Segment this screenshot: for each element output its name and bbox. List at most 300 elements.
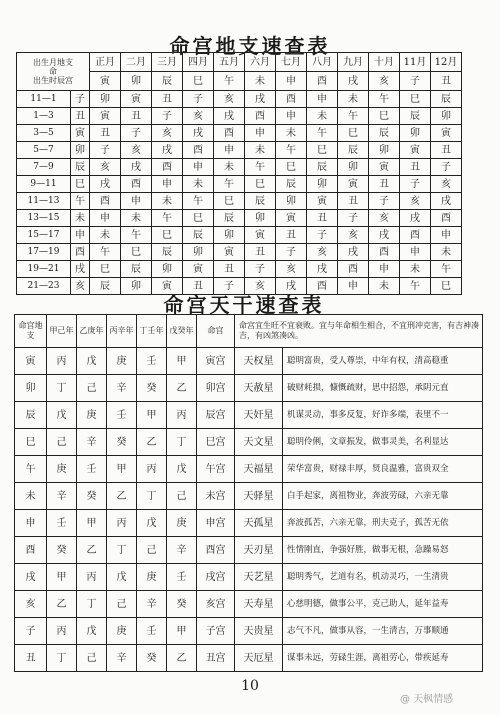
table-cell: 丑 <box>338 193 369 210</box>
description-cell: 机谋灵动，事多反复，好诈多端，表里不一 <box>283 402 483 429</box>
month-header: 九月 <box>338 53 369 72</box>
hour-branch: 寅 <box>71 125 90 142</box>
palace-branch: 寅 <box>15 348 47 375</box>
month-branch: 卯 <box>121 72 152 91</box>
table-row <box>15 537 483 564</box>
table-cell: 巳 <box>338 125 369 142</box>
table-row <box>17 244 462 261</box>
stem-cell: 甲 <box>77 510 107 537</box>
table-cell: 戌 <box>400 210 431 227</box>
palace-branch: 申 <box>15 510 47 537</box>
hour-branch: 亥 <box>71 278 90 295</box>
star-cell: 天厄星 <box>235 645 283 672</box>
star-cell: 天驿星 <box>235 483 283 510</box>
table-cell: 亥 <box>431 176 462 193</box>
table-row <box>17 159 462 176</box>
star-cell: 天艺星 <box>235 564 283 591</box>
table-cell: 子 <box>400 176 431 193</box>
hour-range: 21—23 <box>17 278 71 295</box>
hour-branch: 子 <box>71 91 90 108</box>
month-header: 12月 <box>431 53 462 72</box>
table-cell: 亥 <box>400 193 431 210</box>
hour-range: 7—9 <box>17 159 71 176</box>
table-cell: 申 <box>214 142 245 159</box>
stem-cell: 乙 <box>167 375 197 402</box>
table-cell: 酉 <box>90 193 121 210</box>
hour-range: 19—21 <box>17 261 71 278</box>
stem-cell: 丁 <box>107 537 137 564</box>
table-row <box>17 125 462 142</box>
table-row <box>15 591 483 618</box>
table-cell: 戌 <box>276 278 307 295</box>
table-cell: 午 <box>369 91 400 108</box>
table-cell: 酉 <box>183 142 214 159</box>
stem-cell: 戊 <box>47 402 77 429</box>
table-cell: 戌 <box>90 176 121 193</box>
table-cell: 午 <box>400 278 431 295</box>
stem-cell: 甲 <box>107 456 137 483</box>
hour-range: 11—1 <box>17 91 71 108</box>
table-cell: 辰 <box>245 193 276 210</box>
palace-cell: 午宫 <box>197 456 235 483</box>
stem-cell: 丙 <box>137 456 167 483</box>
stem-cell: 乙 <box>167 645 197 672</box>
corner-label: 命 <box>49 67 57 76</box>
table-cell: 丑 <box>400 159 431 176</box>
table-cell: 丑 <box>369 176 400 193</box>
table-cell: 卯 <box>276 193 307 210</box>
month-branch: 戌 <box>338 72 369 91</box>
table-cell: 卯 <box>245 210 276 227</box>
hour-range: 17—19 <box>17 244 71 261</box>
table-cell: 辰 <box>276 176 307 193</box>
stem-cell: 己 <box>77 375 107 402</box>
description-cell: 聪明伶俐，文章振发，做事灵美，名利显达 <box>283 429 483 456</box>
header-row <box>17 53 462 72</box>
description-cell: 破财耗损，慷慨疏财，思中招怨，承阴元直 <box>283 375 483 402</box>
month-branch: 辰 <box>152 72 183 91</box>
column-header: 丁壬年 <box>137 315 167 348</box>
table-row <box>15 348 483 375</box>
table-cell: 亥 <box>338 227 369 244</box>
table-cell: 未 <box>400 261 431 278</box>
palace-branch: 辰 <box>15 402 47 429</box>
table1-title: 命宫地支速查表 <box>169 34 331 58</box>
table-cell: 未 <box>307 108 338 125</box>
column-header: 乙庚年 <box>77 315 107 348</box>
ming-gong-stem-table <box>14 314 483 672</box>
table-cell: 亥 <box>276 261 307 278</box>
table-cell: 寅 <box>431 125 462 142</box>
table-cell: 未 <box>152 193 183 210</box>
table-cell: 丑 <box>121 108 152 125</box>
palace-cell: 酉宫 <box>197 537 235 564</box>
stem-cell: 壬 <box>77 456 107 483</box>
stem-cell: 庚 <box>167 510 197 537</box>
stem-cell: 甲 <box>47 564 77 591</box>
table-cell: 未 <box>245 142 276 159</box>
star-cell: 天贵星 <box>235 618 283 645</box>
table-cell: 巳 <box>90 261 121 278</box>
description-cell: 心慈明德，做事公平，克己助人，延年益寿 <box>283 591 483 618</box>
stem-cell: 戊 <box>77 618 107 645</box>
stem-cell: 癸 <box>77 483 107 510</box>
table-cell: 寅 <box>307 193 338 210</box>
table-cell: 酉 <box>245 108 276 125</box>
table-cell: 卯 <box>152 261 183 278</box>
table-cell: 未 <box>183 176 214 193</box>
stem-cell: 乙 <box>47 591 77 618</box>
table-cell: 戌 <box>307 261 338 278</box>
table-cell: 亥 <box>214 91 245 108</box>
star-cell: 天奸星 <box>235 402 283 429</box>
table-cell: 亥 <box>307 244 338 261</box>
table-cell: 午 <box>90 244 121 261</box>
month-branch: 酉 <box>307 72 338 91</box>
table-cell: 申 <box>121 193 152 210</box>
table-cell: 巳 <box>276 159 307 176</box>
table-cell: 寅 <box>338 176 369 193</box>
month-branch: 巳 <box>183 72 214 91</box>
table-cell: 子 <box>245 261 276 278</box>
table-cell: 午 <box>338 108 369 125</box>
table-cell: 酉 <box>276 91 307 108</box>
table-cell: 辰 <box>400 108 431 125</box>
table-row <box>17 193 462 210</box>
table-cell: 酉 <box>400 227 431 244</box>
table-row <box>15 429 483 456</box>
stem-cell: 庚 <box>107 348 137 375</box>
month-header: 三月 <box>152 53 183 72</box>
month-branch: 未 <box>245 72 276 91</box>
table-cell: 丑 <box>276 227 307 244</box>
table-cell: 戌 <box>369 227 400 244</box>
table-cell: 巳 <box>307 142 338 159</box>
table-row <box>15 564 483 591</box>
table-cell: 子 <box>152 108 183 125</box>
table-row <box>17 176 462 193</box>
hour-branch: 午 <box>71 193 90 210</box>
table-cell: 卯 <box>183 244 214 261</box>
table-cell: 酉 <box>152 159 183 176</box>
stem-cell: 辛 <box>137 591 167 618</box>
hour-range: 3—5 <box>17 125 71 142</box>
table-cell: 巳 <box>183 210 214 227</box>
stem-cell: 丙 <box>107 510 137 537</box>
stem-cell: 乙 <box>77 537 107 564</box>
table-cell: 卯 <box>338 159 369 176</box>
table-cell: 未 <box>431 244 462 261</box>
table-cell: 子 <box>183 91 214 108</box>
table-cell: 辰 <box>338 142 369 159</box>
table-cell: 卯 <box>307 176 338 193</box>
table-cell: 亥 <box>90 159 121 176</box>
stem-cell: 庚 <box>137 564 167 591</box>
table-cell: 寅 <box>214 244 245 261</box>
table-cell: 子 <box>121 125 152 142</box>
table-row <box>15 375 483 402</box>
table-cell: 子 <box>276 244 307 261</box>
stem-cell: 甲 <box>137 402 167 429</box>
table-cell: 丑 <box>245 244 276 261</box>
palace-branch: 卯 <box>15 375 47 402</box>
table-cell: 子 <box>369 193 400 210</box>
stem-cell: 丙 <box>47 618 77 645</box>
stem-cell: 戊 <box>107 564 137 591</box>
table-cell: 寅 <box>152 278 183 295</box>
corner-label: 出生时辰宫 <box>33 76 73 85</box>
description-cell: 白手起家，离祖物业，奔波劳碌，六亲无靠 <box>283 483 483 510</box>
table-cell: 午 <box>214 176 245 193</box>
stem-cell: 壬 <box>137 348 167 375</box>
stem-cell: 丁 <box>167 429 197 456</box>
table-row <box>17 210 462 227</box>
hour-branch: 未 <box>71 210 90 227</box>
hour-range: 15—17 <box>17 227 71 244</box>
month-branch: 午 <box>214 72 245 91</box>
stem-cell: 癸 <box>167 591 197 618</box>
palace-branch: 戌 <box>15 564 47 591</box>
table-cell: 申 <box>90 210 121 227</box>
table-cell: 未 <box>90 227 121 244</box>
stem-cell: 戊 <box>167 456 197 483</box>
star-cell: 天赦星 <box>235 375 283 402</box>
table-cell: 申 <box>276 108 307 125</box>
palace-cell: 寅宫 <box>197 348 235 375</box>
table-cell: 戌 <box>245 91 276 108</box>
table-cell: 酉 <box>431 210 462 227</box>
description-cell: 聪明秀气，艺道有名，机动灵巧，一生清贵 <box>283 564 483 591</box>
table-cell: 寅 <box>400 142 431 159</box>
watermark: @ 天枫情感 <box>400 694 454 705</box>
palace-cell: 卯宫 <box>197 375 235 402</box>
table-cell: 申 <box>152 176 183 193</box>
table-cell: 巳 <box>369 108 400 125</box>
table-cell: 午 <box>152 210 183 227</box>
month-header: 11月 <box>400 53 431 72</box>
table-cell: 戌 <box>183 125 214 142</box>
table-cell: 亥 <box>369 210 400 227</box>
table-cell: 午 <box>276 142 307 159</box>
ming-gong-branch-table <box>16 52 462 295</box>
table-cell: 寅 <box>245 227 276 244</box>
palace-cell: 未宫 <box>197 483 235 510</box>
table-cell: 申 <box>338 278 369 295</box>
hour-range: 9—11 <box>17 176 71 193</box>
stem-cell: 庚 <box>47 456 77 483</box>
table-cell: 卯 <box>400 125 431 142</box>
table-row <box>17 91 462 108</box>
table-cell: 申 <box>307 91 338 108</box>
stem-cell: 乙 <box>107 483 137 510</box>
month-branch: 亥 <box>369 72 400 91</box>
description-cell: 聪明富贵，受人尊崇，中年有权，清高稳重 <box>283 348 483 375</box>
table-cell: 亥 <box>152 125 183 142</box>
description-cell: 谋事未远，劳碌生涯，离祖劳心，带疾延寿 <box>283 645 483 672</box>
table-row <box>15 645 483 672</box>
table-cell: 午 <box>121 227 152 244</box>
month-header: 八月 <box>307 53 338 72</box>
palace-cell: 丑宫 <box>197 645 235 672</box>
description-cell: 性情刚直，争强好胜，做事无根，急躁易怒 <box>283 537 483 564</box>
stem-cell: 戊 <box>137 510 167 537</box>
star-cell: 天权星 <box>235 348 283 375</box>
table-cell: 戌 <box>431 193 462 210</box>
table-cell: 巳 <box>431 278 462 295</box>
table-row <box>17 227 462 244</box>
stem-cell: 甲 <box>167 618 197 645</box>
table-cell: 寅 <box>276 210 307 227</box>
description-header: 命宫宜生旺不宜衰败。宜与年命相生相合，不宜刑冲克害，有吉神凑吉，有凶煞凑凶。 <box>235 315 483 348</box>
table-cell: 子 <box>338 210 369 227</box>
table-cell: 亥 <box>121 142 152 159</box>
hour-branch: 戌 <box>71 261 90 278</box>
table-row <box>15 456 483 483</box>
stem-cell: 庚 <box>77 402 107 429</box>
table-row <box>17 108 462 125</box>
table-cell: 辰 <box>152 244 183 261</box>
stem-cell: 癸 <box>137 645 167 672</box>
stem-cell: 丙 <box>167 402 197 429</box>
palace-branch: 丑 <box>15 645 47 672</box>
stem-cell: 丁 <box>137 483 167 510</box>
stem-cell: 己 <box>167 483 197 510</box>
star-cell: 天寿星 <box>235 591 283 618</box>
month-branch: 申 <box>276 72 307 91</box>
table-cell: 卯 <box>431 108 462 125</box>
stem-cell: 壬 <box>107 402 137 429</box>
star-cell: 天福星 <box>235 456 283 483</box>
table-cell: 丑 <box>431 142 462 159</box>
palace-cell: 辰宫 <box>197 402 235 429</box>
palace-cell: 戌宫 <box>197 564 235 591</box>
table-cell: 卯 <box>214 227 245 244</box>
table-cell: 卯 <box>121 278 152 295</box>
table-cell: 酉 <box>307 278 338 295</box>
table-cell: 戌 <box>338 244 369 261</box>
table-cell: 酉 <box>214 125 245 142</box>
hour-range: 5—7 <box>17 142 71 159</box>
month-header: 四月 <box>183 53 214 72</box>
star-cell: 天文星 <box>235 429 283 456</box>
stem-cell: 癸 <box>107 429 137 456</box>
month-branch: 子 <box>400 72 431 91</box>
table-cell: 寅 <box>183 261 214 278</box>
table-cell: 未 <box>338 91 369 108</box>
table-cell: 巳 <box>400 91 431 108</box>
table-cell: 辰 <box>369 125 400 142</box>
hour-range: 11—13 <box>17 193 71 210</box>
description-cell: 荣华富贵，财禄丰厚，贤良温雅，富贵双全 <box>283 456 483 483</box>
table-cell: 酉 <box>369 244 400 261</box>
table-row <box>17 142 462 159</box>
table-cell: 丑 <box>183 278 214 295</box>
month-branch: 丑 <box>431 72 462 91</box>
corner-header <box>17 53 90 91</box>
table-cell: 辰 <box>431 91 462 108</box>
table-cell: 申 <box>183 159 214 176</box>
stem-cell: 壬 <box>167 564 197 591</box>
column-header: 命宫 <box>197 315 235 348</box>
table-cell: 巳 <box>245 176 276 193</box>
table-cell: 寅 <box>90 108 121 125</box>
page-number: 10 <box>241 678 259 694</box>
description-cell: 奔波孤苦，六亲无靠，刑夫克子，孤苦无依 <box>283 510 483 537</box>
month-header: 五月 <box>214 53 245 72</box>
palace-cell: 子宫 <box>197 618 235 645</box>
table-cell: 子 <box>431 159 462 176</box>
hour-branch: 申 <box>71 227 90 244</box>
column-header: 命宫地支 <box>15 315 47 348</box>
month-header: 六月 <box>245 53 276 72</box>
table-cell: 未 <box>276 125 307 142</box>
table-cell: 申 <box>431 227 462 244</box>
stem-cell: 丁 <box>77 591 107 618</box>
hour-range: 13—15 <box>17 210 71 227</box>
table-cell: 丑 <box>90 125 121 142</box>
hour-branch: 辰 <box>71 159 90 176</box>
palace-cell: 亥宫 <box>197 591 235 618</box>
stem-cell: 己 <box>137 537 167 564</box>
stem-cell: 癸 <box>137 375 167 402</box>
stem-cell: 丙 <box>47 348 77 375</box>
stem-cell: 辛 <box>167 537 197 564</box>
table-cell: 丑 <box>214 261 245 278</box>
table-cell: 辰 <box>121 261 152 278</box>
table-cell: 丑 <box>152 91 183 108</box>
stem-cell: 庚 <box>107 618 137 645</box>
stem-cell: 丁 <box>47 645 77 672</box>
column-header: 甲己年 <box>47 315 77 348</box>
palace-cell: 申宫 <box>197 510 235 537</box>
stem-cell: 己 <box>107 591 137 618</box>
stem-cell: 辛 <box>47 483 77 510</box>
table-row <box>17 261 462 278</box>
table-cell: 午 <box>307 125 338 142</box>
table-cell: 未 <box>214 159 245 176</box>
palace-cell: 巳宫 <box>197 429 235 456</box>
hour-branch: 丑 <box>71 108 90 125</box>
palace-branch: 巳 <box>15 429 47 456</box>
stem-cell: 己 <box>47 429 77 456</box>
table-cell: 亥 <box>183 108 214 125</box>
table-cell: 卯 <box>369 142 400 159</box>
table-cell: 辰 <box>307 159 338 176</box>
stem-cell: 丙 <box>77 564 107 591</box>
table-cell: 酉 <box>121 176 152 193</box>
table-cell: 子 <box>307 227 338 244</box>
table-cell: 寅 <box>369 159 400 176</box>
table-cell: 巳 <box>121 244 152 261</box>
table-cell: 戌 <box>214 108 245 125</box>
stem-cell: 辛 <box>107 375 137 402</box>
table-cell: 辰 <box>214 210 245 227</box>
table-cell: 申 <box>369 261 400 278</box>
stem-cell: 乙 <box>137 429 167 456</box>
table-cell: 申 <box>245 125 276 142</box>
table-cell: 寅 <box>121 91 152 108</box>
month-header: 二月 <box>121 53 152 72</box>
column-header: 丙辛年 <box>107 315 137 348</box>
stem-cell: 丁 <box>47 375 77 402</box>
stem-cell: 癸 <box>47 537 77 564</box>
table-cell: 酉 <box>338 261 369 278</box>
table-cell: 戌 <box>152 142 183 159</box>
table-row <box>15 618 483 645</box>
table-cell: 申 <box>400 244 431 261</box>
palace-branch: 酉 <box>15 537 47 564</box>
month-branch: 寅 <box>90 72 121 91</box>
